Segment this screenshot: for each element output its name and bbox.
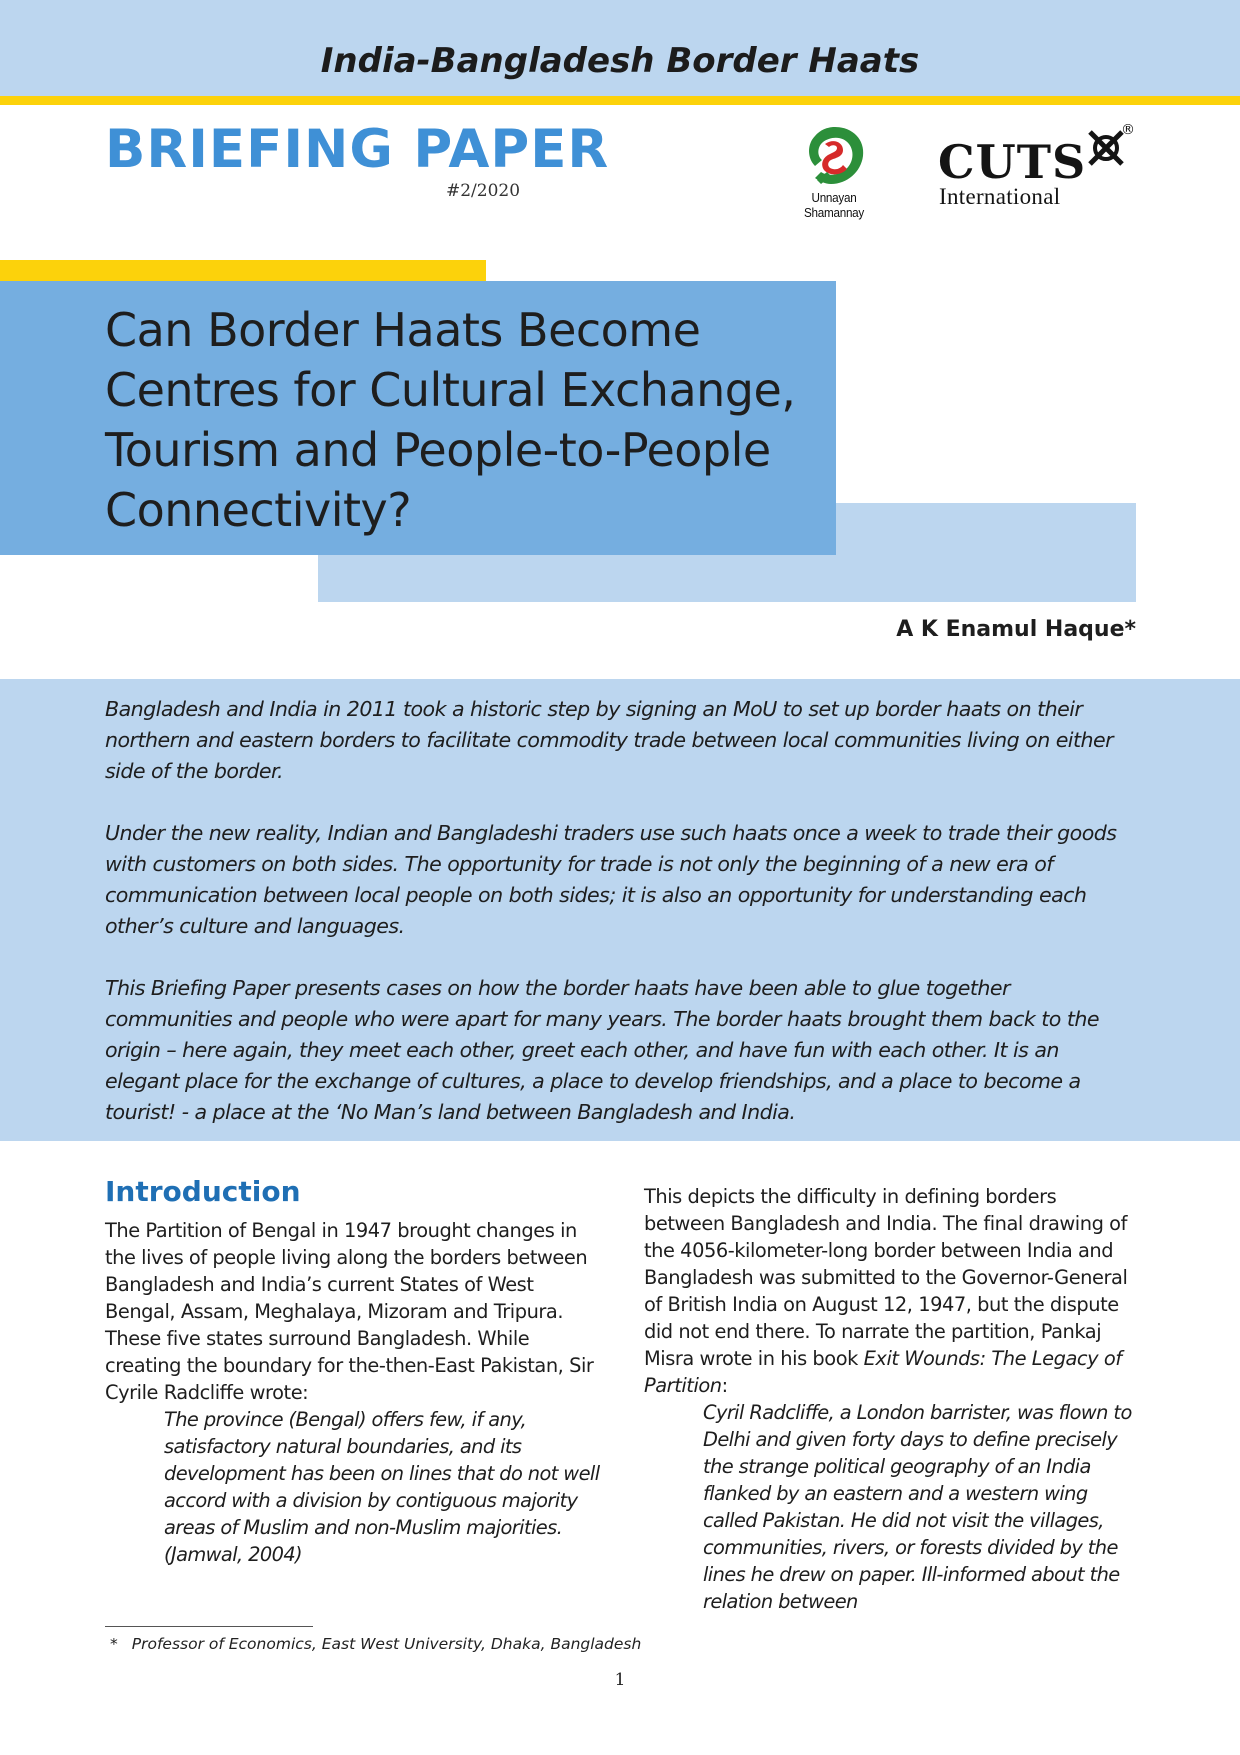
right-column [644, 1183, 1140, 1615]
block-quote: The province (Bengal) offers few, if any, satisfactory natural boundaries, and its development has been on lines that do not well accord with a division by contiguous majority areas of Muslim and non-Muslim majorities.(Jamwal, 2004) [164, 1408, 600, 1566]
abstract-box [0, 679, 1240, 1141]
footnote [110, 1635, 641, 1653]
issue-number: #2/2020 [446, 181, 521, 201]
cuts-crossed-tools-icon [1086, 128, 1126, 168]
abstract-paragraph: Under the new reality, Indian and Bangladeshi traders use such haats once a week to trade their goods with customers on both sides. The opportunity for trade is not only the beginning of a new era of communication between local people on both sides; it is also an opportunity for understanding each other’s culture and languages. [105, 821, 1117, 938]
footnote-rule [105, 1626, 313, 1627]
unnayan-logo-icon [803, 124, 867, 188]
section-heading-introduction: Introduction [105, 1175, 301, 1208]
abstract-paragraph: Bangladesh and India in 2011 took a historic step by signing an MoU to set up border haats on their northern and eastern borders to facilitate commodity trade between local communities living on either side of the border. [105, 697, 1114, 783]
page-number: 1 [614, 1670, 626, 1690]
body-paragraph [644, 1183, 1140, 1399]
unnayan-logo-caption: Unnayan Shamannay [803, 190, 865, 220]
cuts-international-logo [936, 122, 1136, 212]
title-line: Connectivity? [105, 483, 412, 537]
title-yellow-accent [0, 260, 486, 282]
document-type-heading: BRIEFING PAPER [105, 119, 610, 180]
registered-mark: ® [1121, 122, 1135, 138]
author-name: A K Enamul Haque* [896, 617, 1136, 642]
title-line: Centres for Cultural Exchange, [105, 363, 796, 417]
body-paragraph: The Partition of Bengal in 1947 brought changes in the lives of people living along the borders between Bangladesh and India’s current States of West Bengal, Assam, Meghalaya, Mizoram and Tripura. These five states surround Bangladesh. While creating the boundary for the-then-East Pakistan, Sir Cyrile Radcliffe wrote: [105, 1219, 594, 1404]
body-text: : [721, 1374, 728, 1397]
title-line: Can Border Haats Become [105, 303, 701, 357]
footnote-marker: * [110, 1635, 118, 1653]
title-line: Tourism and People-to-People [105, 423, 771, 477]
block-quote: Cyril Radcliffe, a London barrister, was flown to Delhi and given forty days to define precisely the strange political geography of an India flanked by an eastern and a western wing called Pakistan. He did not visit the villages, communities, rivers, or forests divided by the lines he drew on paper. Ill-informed about the relation between [703, 1401, 1132, 1613]
book-title: Exit Wounds: The Legacy of Partition [644, 1347, 1122, 1397]
cuts-logo-word: CUTS [938, 135, 1087, 189]
cuts-logo-subtitle: International [939, 184, 1061, 209]
left-column [105, 1173, 600, 1568]
body-text: This depicts the difficulty in defining borders between Bangladesh and India. The final drawing of the 4056-kilometer-long border between India and Bangladesh was submitted to the Governor-General of British India on August 12, 1947, but the dispute did not end there. To narrate the partition, Pankaj Misra wrote in his book [644, 1185, 1128, 1370]
abstract-paragraph: This Briefing Paper presents cases on how the border haats have been able to glue together communities and people who were apart for many years. The border haats brought them back to the origin – here again, they meet each other, greet each other, and have fun with each other. It is an elegant place for the exchange of cultures, a place to develop friendships, and a place to become a tourist! - a place at the ‘No Man’s land between Bangladesh and India. [105, 976, 1099, 1124]
series-title: India-Bangladesh Border Haats [320, 41, 920, 81]
paper-title [105, 300, 805, 540]
footnote-text: Professor of Economics, East West University, Dhaka, Bangladesh [131, 1635, 642, 1653]
unnayan-shamannay-logo [776, 124, 892, 220]
header-yellow-rule [0, 96, 1240, 105]
